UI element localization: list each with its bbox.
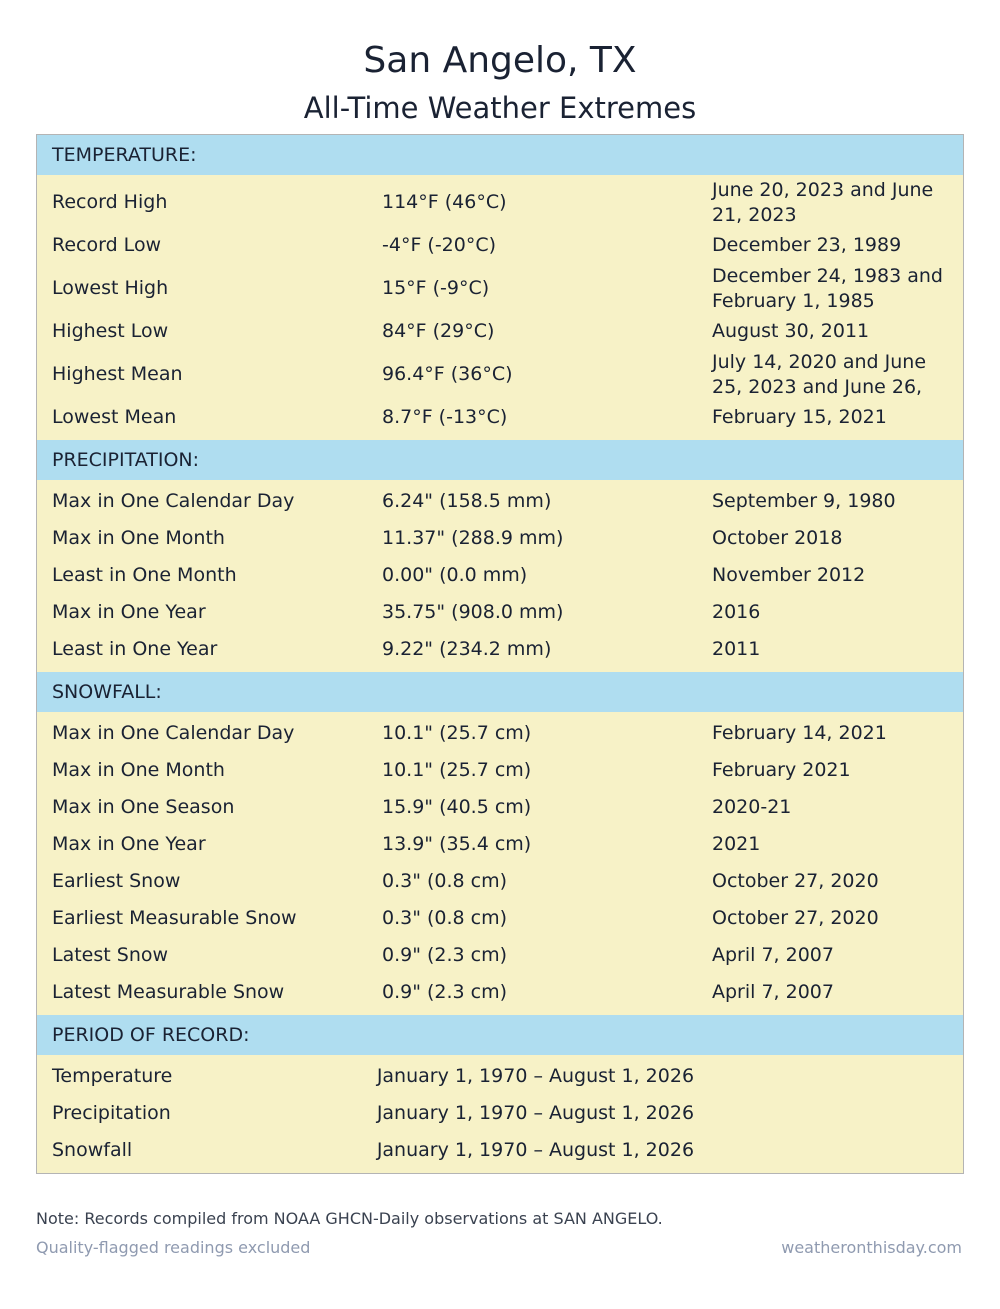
section-body-temperature: [37, 175, 963, 440]
table-row: [37, 1132, 963, 1169]
row-value: 0.9" (2.3 cm): [382, 944, 508, 966]
row-label: Max in One Month: [52, 527, 225, 549]
extremes-table: [36, 134, 964, 1174]
section-body-precipitation: [37, 480, 963, 672]
section-header-snowfall: SNOWFALL:: [37, 672, 963, 712]
row-date: August 30, 2011: [712, 320, 870, 342]
row-date: June 20, 2023 and June 21, 2023: [712, 178, 934, 226]
row-value: 0.9" (2.3 cm): [382, 981, 508, 1003]
row-date: October 27, 2020: [712, 870, 879, 892]
table-row: [37, 631, 963, 668]
table-row: [37, 227, 963, 264]
row-date: April 7, 2007: [712, 944, 834, 966]
row-date: 2016: [712, 601, 761, 623]
section-body-snowfall: [37, 712, 963, 1015]
table-row: [37, 863, 963, 900]
section-header-precipitation: PRECIPITATION:: [37, 440, 963, 480]
table-row: [37, 715, 963, 752]
table-row: [37, 937, 963, 974]
table-row: [37, 594, 963, 631]
row-value: January 1, 1970 – August 1, 2026: [376, 1065, 695, 1087]
row-date: February 15, 2021: [712, 406, 887, 428]
table-row: [37, 557, 963, 594]
row-label: Max in One Season: [52, 796, 235, 818]
table-row: [37, 1058, 963, 1095]
row-label: Record Low: [52, 234, 162, 256]
row-label: Max in One Calendar Day: [52, 490, 295, 512]
table-row: [37, 178, 963, 227]
row-label: Least in One Month: [52, 564, 237, 586]
row-label: Earliest Snow: [52, 870, 181, 892]
row-value: 10.1" (25.7 cm): [382, 722, 532, 744]
row-date: November 2012: [712, 564, 866, 586]
section-header-temperature: TEMPERATURE:: [37, 135, 963, 175]
row-date: April 7, 2007: [712, 981, 834, 1003]
quality-note: Quality-flagged readings excluded: [36, 1238, 311, 1257]
row-date: December 23, 1989: [712, 234, 902, 256]
row-label: Max in One Year: [52, 833, 206, 855]
table-row: [37, 264, 963, 313]
row-date: 2011: [712, 638, 761, 660]
row-value: 84°F (29°C): [382, 320, 495, 342]
row-label: Temperature: [52, 1065, 173, 1087]
row-label: Highest Low: [52, 320, 169, 342]
source-note: Note: Records compiled from NOAA GHCN-Daily observations at SAN ANGELO.: [36, 1209, 663, 1228]
row-label: Earliest Measurable Snow: [52, 907, 297, 929]
table-row: [37, 900, 963, 937]
row-value: 0.3" (0.8 cm): [382, 907, 508, 929]
row-date: October 27, 2020: [712, 907, 879, 929]
row-value: 15.9" (40.5 cm): [382, 796, 532, 818]
row-date: December 24, 1983 and February 1, 1985: [712, 264, 943, 312]
row-value: 0.3" (0.8 cm): [382, 870, 508, 892]
table-row: [37, 752, 963, 789]
row-date: February 2021: [712, 759, 851, 781]
row-value: 15°F (-9°C): [382, 277, 490, 299]
row-label: Max in One Calendar Day: [52, 722, 295, 744]
table-row: [37, 974, 963, 1011]
row-date: October 2018: [712, 527, 843, 549]
row-date: 2020-21: [712, 796, 792, 818]
row-label: Latest Measurable Snow: [52, 981, 285, 1003]
row-value: 10.1" (25.7 cm): [382, 759, 532, 781]
row-value: 8.7°F (-13°C): [382, 406, 508, 428]
row-label: Least in One Year: [52, 638, 218, 660]
table-row: [37, 399, 963, 436]
row-label: Precipitation: [52, 1102, 171, 1124]
row-label: Max in One Month: [52, 759, 225, 781]
row-label: Max in One Year: [52, 601, 206, 623]
row-label: Snowfall: [52, 1139, 133, 1161]
table-row: [37, 483, 963, 520]
row-value: 13.9" (35.4 cm): [382, 833, 532, 855]
table-row: [37, 826, 963, 863]
row-value: 11.37" (288.9 mm): [382, 527, 564, 549]
table-row: [37, 1095, 963, 1132]
row-value: 6.24" (158.5 mm): [382, 490, 552, 512]
row-value: 0.00" (0.0 mm): [382, 564, 528, 586]
row-value: 96.4°F (36°C): [382, 363, 513, 385]
row-value: January 1, 1970 – August 1, 2026: [376, 1102, 695, 1124]
table-row: [37, 350, 963, 399]
row-value: 114°F (46°C): [382, 191, 507, 213]
site-credit: weatheronthisday.com: [781, 1238, 962, 1257]
section-header-period-of-record: PERIOD OF RECORD:: [37, 1015, 963, 1055]
table-row: [37, 520, 963, 557]
table-row: [37, 313, 963, 350]
row-label: Record High: [52, 191, 168, 213]
row-date: 2021: [712, 833, 761, 855]
page-title: San Angelo, TX: [363, 40, 637, 81]
row-value: 9.22" (234.2 mm): [382, 638, 552, 660]
row-label: Latest Snow: [52, 944, 169, 966]
row-label: Highest Mean: [52, 363, 183, 385]
row-value: January 1, 1970 – August 1, 2026: [376, 1139, 695, 1161]
row-label: Lowest Mean: [52, 406, 177, 428]
row-value: -4°F (-20°C): [382, 234, 497, 256]
section-body-period-of-record: [37, 1055, 963, 1173]
row-date: September 9, 1980: [712, 490, 896, 512]
row-value: 35.75" (908.0 mm): [382, 601, 564, 623]
page-subtitle: All-Time Weather Extremes: [303, 91, 697, 125]
row-date: February 14, 2021: [712, 722, 887, 744]
table-row: [37, 789, 963, 826]
row-label: Lowest High: [52, 277, 169, 299]
row-date: July 14, 2020 and June 25, 2023 and June 26,: [712, 350, 927, 398]
